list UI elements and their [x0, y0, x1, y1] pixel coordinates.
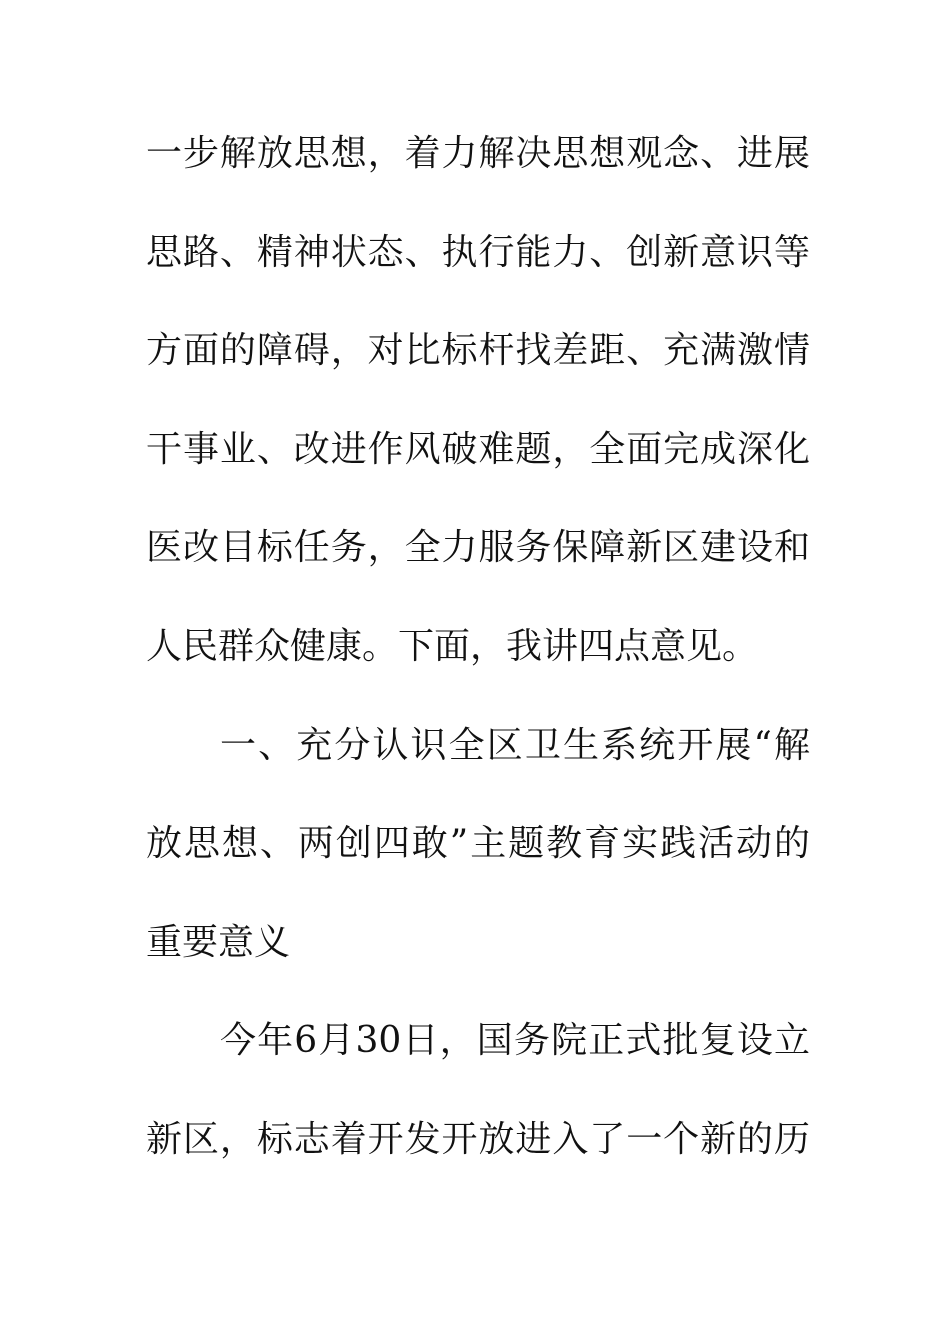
section-heading-line: 放思想、两创四敢”主题教育实践活动的 [146, 823, 810, 865]
paragraph-line: 新区，标志着开发开放进入了一个新的历 [146, 1118, 810, 1160]
paragraph-line: 医改目标任务，全力服务保障新区建设和 [146, 527, 810, 569]
paragraph-line: 思路、精神状态、执行能力、创新意识等 [146, 231, 810, 273]
section-heading-line: 重要意义 [146, 921, 291, 963]
section-heading-line: 一、充分认识全区卫生系统开展“解 [220, 724, 810, 766]
document-body [146, 124, 810, 1209]
paragraph-line: 今年6月30日，国务院正式批复设立 [220, 1020, 810, 1062]
paragraph-line: 方面的障碍，对比标杆找差距、充满激情 [146, 330, 810, 372]
paragraph-line: 人民群众健康。下面，我讲四点意见。 [146, 625, 759, 667]
paragraph-line: 干事业、改进作风破难题，全面完成深化 [146, 428, 810, 470]
paragraph-line: 一步解放思想，着力解决思想观念、进展 [146, 133, 810, 174]
